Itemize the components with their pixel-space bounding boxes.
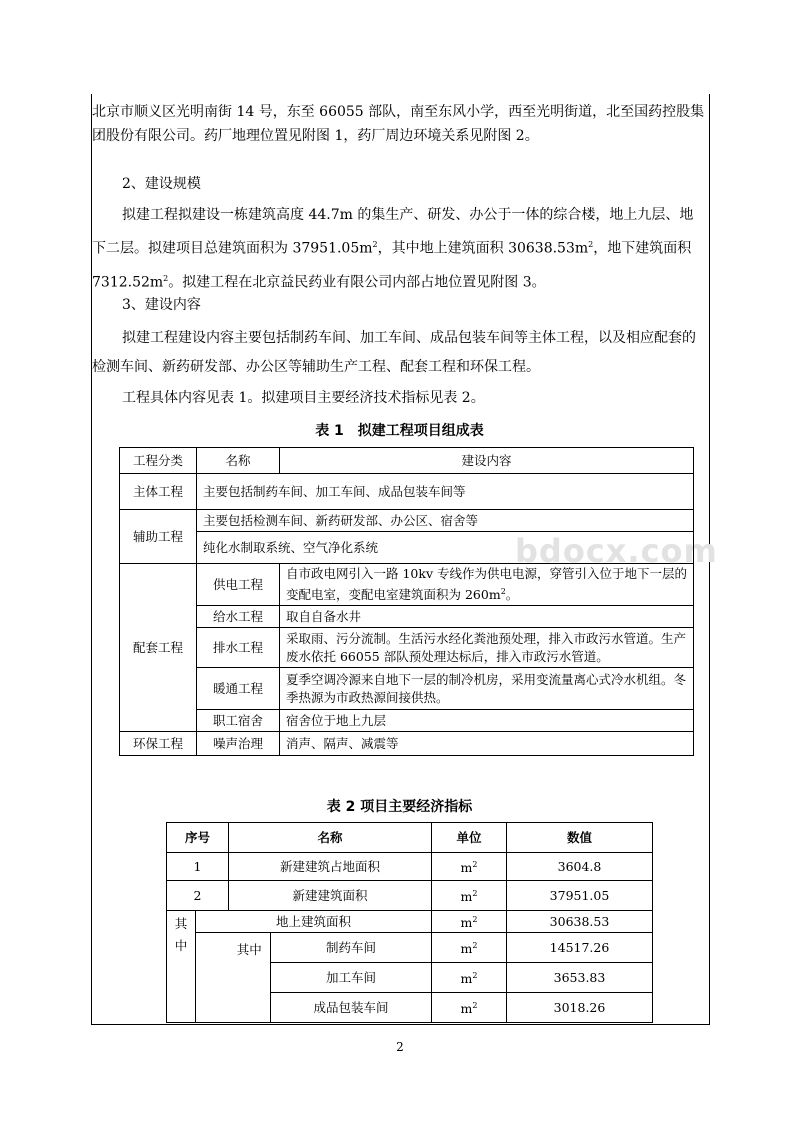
row-name: 加工车间 [271, 963, 432, 993]
category-cell: 环保工程 [120, 732, 197, 756]
row-name: 制药车间 [271, 933, 432, 963]
content-cell: 消声、隔声、减震等 [280, 732, 694, 756]
heading-content: 3、建设内容 [122, 297, 201, 313]
row-unit: $m^2$ [432, 853, 507, 881]
table-row [120, 732, 694, 756]
paragraph-location [92, 100, 707, 148]
content-cell: 自市政电网引入一路 10kv 专线作为供电电源，穿管引入位于地下一层的变配电室，变配电室建筑面积为 $260m^2$。 [280, 564, 694, 606]
table1-caption: 表 1 拟建工程项目组成表 [315, 423, 484, 439]
tables-ref-text: 工程具体内容见表 1。拟建项目主要经济技术指标见表 2。 [122, 390, 485, 406]
table-row [120, 448, 694, 474]
name-cell: 供电工程 [197, 564, 280, 606]
heading-scale: 2、建设规模 [122, 176, 201, 192]
row-name: 成品包装车间 [271, 993, 432, 1023]
name-cell: 暖通工程 [197, 668, 280, 710]
name-cell: 职工宿舍 [197, 710, 280, 732]
table-row [167, 823, 653, 853]
watermark: bdocx.com [515, 532, 718, 570]
qizhong-sub-label: 其中 [229, 933, 271, 1023]
table-row [120, 564, 694, 606]
header-cell: 名称 [197, 448, 280, 474]
economic-indicators-table [166, 822, 653, 1023]
table-row [167, 853, 653, 881]
project-composition-table [119, 447, 694, 756]
header-cell: 数值 [507, 823, 653, 853]
table-row [120, 606, 694, 628]
table2-caption: 表 2 项目主要经济指标 [326, 799, 473, 815]
category-cell: 辅助工程 [120, 510, 197, 564]
page-number: 2 [396, 1040, 404, 1054]
section-scale [92, 172, 707, 196]
table-row [167, 911, 653, 933]
row-value: 3653.83 [507, 963, 653, 993]
content-cell: 主要包括制药车间、加工车间、成品包装车间等 [197, 474, 694, 510]
row-unit: $m^2$ [432, 911, 507, 933]
scale-text: 拟建工程拟建设一栋建筑高度 44.7m 的集生产、研发、办公于一体的综合楼，地上九层、地下二层。拟建项目总建筑面积为 $37951.05m^2$，其中地上建筑面积 $30638.53m^2$，地下建筑面积 $7312.52m^2$。拟建工程在北京益民药业有限公司内部占地位置见附图 3。 [92, 207, 694, 291]
row-value: 3018.26 [507, 993, 653, 1023]
header-cell: 工程分类 [120, 448, 197, 474]
name-cell: 给水工程 [197, 606, 280, 628]
row-value: 37951.05 [507, 881, 653, 911]
paragraph-scale [92, 201, 707, 297]
table-row [167, 933, 653, 963]
paragraph-content [92, 324, 707, 382]
content-cell: 主要包括检测车间、新药研发部、办公区、宿舍等 [197, 510, 694, 532]
row-value: 14517.26 [507, 933, 653, 963]
row-unit: $m^2$ [432, 881, 507, 911]
header-cell: 名称 [229, 823, 432, 853]
row-name: 新建建筑面积 [229, 881, 432, 911]
header-cell: 单位 [432, 823, 507, 853]
content-cell: 采取雨、污分流制。生活污水经化粪池预处理，排入市政污水管道。生产废水依托 66055 部队预处理达标后，排入市政污水管道。 [280, 628, 694, 668]
row-unit: $m^2$ [432, 933, 507, 963]
category-cell: 配套工程 [120, 564, 197, 732]
section-content [92, 293, 707, 317]
header-cell: 序号 [167, 823, 229, 853]
row-unit: $m^2$ [432, 993, 507, 1023]
content-cell: 取自自备水井 [280, 606, 694, 628]
row-value: 30638.53 [507, 911, 653, 933]
content-text: 拟建工程建设内容主要包括制药车间、加工车间、成品包装车间等主体工程，以及相应配套的检测车间、新药研发部、办公区等辅助生产工程、配套工程和环保工程。 [92, 330, 696, 375]
table-row [167, 881, 653, 911]
name-cell: 排水工程 [197, 628, 280, 668]
category-cell: 主体工程 [120, 474, 197, 510]
table-row [120, 628, 694, 668]
name-cell: 噪声治理 [197, 732, 280, 756]
content-cell: 纯化水制取系统、空气净化系统 [197, 532, 694, 564]
table-row [120, 474, 694, 510]
table-row [120, 710, 694, 732]
header-cell: 建设内容 [280, 448, 694, 474]
table-row [120, 510, 694, 532]
row-number: 1 [167, 853, 229, 881]
paragraph-tables [92, 386, 707, 410]
row-name: 地上建筑面积 [196, 911, 432, 933]
table-row [120, 532, 694, 564]
content-cell: 夏季空调冷源来自地下一层的制冷机房，采用变流量离心式冷水机组。冬季热源为市政热源间接供热。 [280, 668, 694, 710]
row-unit: $m^2$ [432, 963, 507, 993]
row-name: 新建建筑占地面积 [229, 853, 432, 881]
qizhong-label: 其中 [167, 911, 196, 1023]
row-value: 3604.8 [507, 853, 653, 881]
location-text: 北京市顺义区光明南街 14 号，东至 66055 部队，南至东风小学，西至光明街道，北至国药控股集团股份有限公司。药厂地理位置见附图 1，药厂周边环境关系见附图 2。 [92, 104, 705, 144]
row-number: 2 [167, 881, 229, 911]
content-cell: 宿舍位于地上九层 [280, 710, 694, 732]
table-row [120, 668, 694, 710]
